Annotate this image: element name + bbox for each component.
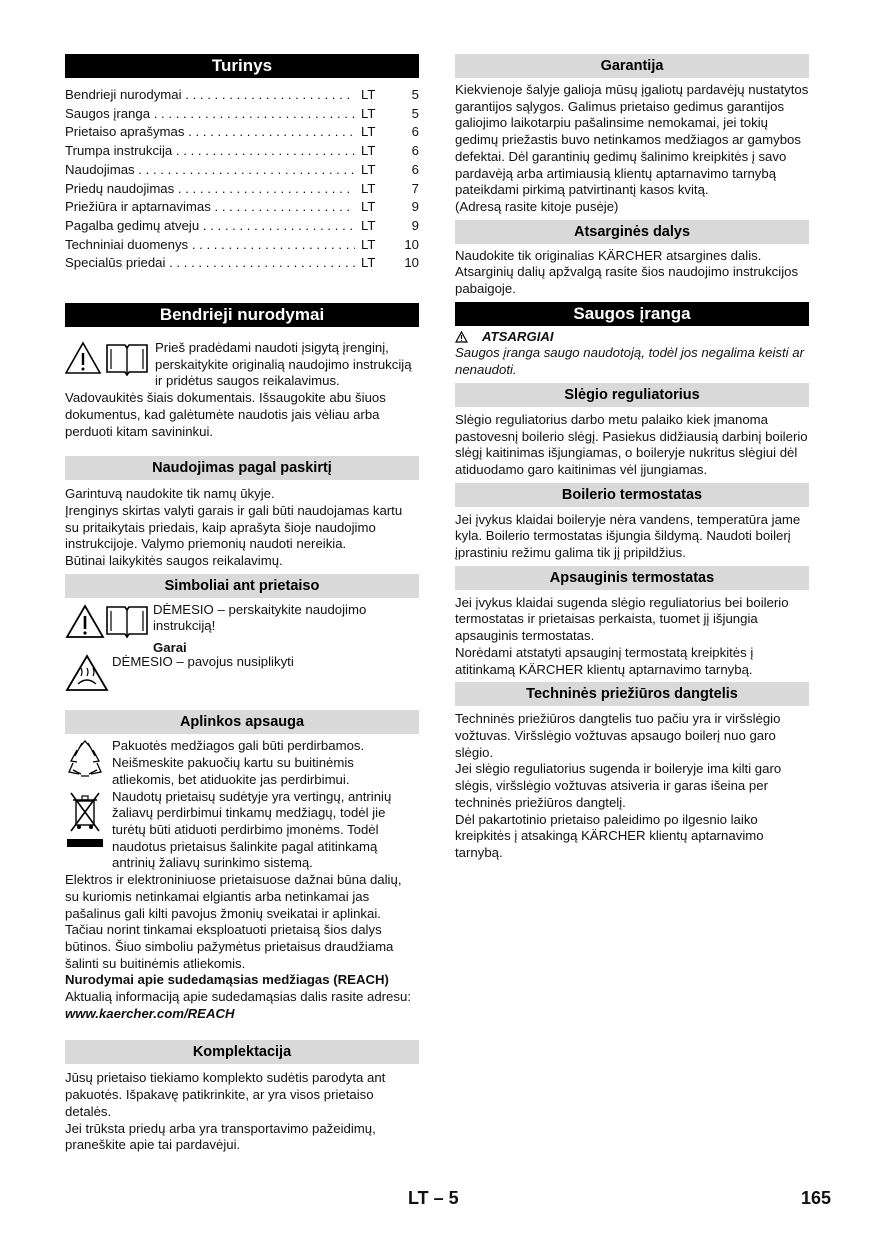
warning-manual-icon	[65, 602, 153, 640]
general-text: Prieš pradėdami naudoti įsigytą įrenginį, perskaitykite originalią naudojimo instrukciją ir pridėtus saugos reikalavimus. Vadovaukitės šiais dokumentais. Išsaugokite abu šiuos dokumentus, kad galėtumėte naudotis jais vėliau arba perduoti kitam savininkui.	[65, 340, 412, 439]
toc-row[interactable]: Specialūs priedai . . . LT 10	[65, 254, 419, 273]
environment-heading: Aplinkos apsauga	[65, 710, 419, 734]
reach-text: Aktualią informaciją apie sudedamąsias dalis rasite adresu:	[65, 989, 411, 1005]
warning-manual-icon	[65, 340, 151, 376]
toc-row[interactable]: Priežiūra ir aptarnavimas . . . LT 9	[65, 198, 419, 217]
intended-use-heading: Naudojimas pagal paskirtį	[65, 456, 419, 480]
symbols-section	[65, 602, 419, 693]
safety-thermostat-p1: Jei įvykus klaidai sugenda slėgio reguliatorius bei boilerio termostatas ir prietaisas perkaista, tuomet jį išjungia apsauginis termostatas.	[455, 594, 789, 644]
caution-text: Saugos įranga saugo naudotoją, todėl jos negalima keisti ar nenaudoti.	[455, 345, 804, 378]
spare-parts-p1: Naudokite tik originalias KÄRCHER atsargines dalis.	[455, 247, 762, 263]
safety-thermostat-heading: Apsauginis termostatas	[455, 566, 809, 590]
spare-parts-p2: Atsarginių dalių apžvalgą rasite šios naudojimo instrukcijos pabaigoje.	[455, 264, 799, 297]
safety-heading: Saugos įranga	[455, 302, 809, 326]
spare-parts-section	[455, 248, 809, 298]
pressure-regulator-text: Slėgio reguliatorius darbo metu palaiko kiek įmanoma pastovesnį boilerio slėgį. Pasiekus didžiausią darbinį boilerio slėgį kaitinimas išjungiamas, o boileryje nukritus slėgiui dėl atiduodamo garo kaitinimas vėl įjungiamas.	[455, 411, 808, 477]
pressure-regulator-section	[455, 412, 809, 479]
boiler-thermostat-text: Jei įvykus klaidai boileryje nėra vandens, temperatūra jame kyla. Boilerio termostatas išjungia šildymą. Naudoti boilerį įprastiniu režimu galima tik jį pripildžius.	[455, 511, 801, 561]
toc-heading: Turinys	[65, 54, 419, 78]
left-column	[65, 54, 419, 1154]
right-column	[455, 54, 809, 862]
footer-page-number: 165	[801, 1188, 832, 1208]
steam-label: Garai	[153, 639, 187, 655]
environment-section	[65, 738, 419, 1022]
spare-parts-heading: Atsarginės dalys	[455, 220, 809, 244]
environment-p1: Pakuotės medžiagos gali būti perdirbamos. Neišmeskite pakuočių kartu su buitinėmis atliekomis, bet atiduokite jas perdirbimui.	[112, 738, 365, 787]
scope-heading: Komplektacija	[65, 1040, 419, 1064]
service-cap-p3: Dėl pakartotinio prietaiso paleidimo po ilgesnio laiko kreipkitės į atsakingą KÄRCHER klientų aptarnavimo tarnybą.	[455, 811, 764, 860]
scope-p2: Jei trūksta priedų arba yra transportavimo pažeidimų, praneškite apie tai pardavėjui.	[65, 1120, 376, 1153]
service-cap-p2: Jei slėgio reguliatorius sugenda ir boileryje ima kilti garo slėgis, viršslėgio vožtuvas atsiveria ir garas išeina per techninės priežiūros dangtelį.	[455, 761, 782, 810]
toc-row[interactable]: Bendrieji nurodymai . . . LT 5	[65, 86, 419, 105]
scope-p1: Jūsų prietaiso tiekiamo komplekto sudėtis parodyta ant pakuotės. Išpakavę patikrinkite, ar yra visos prietaiso detalės.	[65, 1070, 386, 1119]
scope-section	[65, 1070, 419, 1154]
toc-row[interactable]: Trumpa instrukcija . . . LT 6	[65, 142, 419, 161]
toc-row[interactable]: Prietaiso aprašymas . . . LT 6	[65, 123, 419, 142]
safety-thermostat-section	[455, 595, 809, 679]
boiler-thermostat-heading: Boilerio termostatas	[455, 483, 809, 507]
caution-label: ATSARGIAI	[482, 328, 554, 344]
reach-url[interactable]: www.kaercher.com/REACH	[65, 1005, 235, 1021]
table-of-contents	[65, 86, 419, 273]
warranty-address: (Adresą rasite kitoje pusėje)	[455, 198, 619, 214]
intended-use-p3: Būtinai laikykitės saugos reikalavimų.	[65, 553, 283, 569]
caution-label-row	[455, 329, 809, 346]
environment-p3: Elektros ir elektroniniuose prietaisuose dažnai būna dalių, su kuriomis netinkamai elgiantis arba netinkamai jas pašalinus gali kilti pavojus žmonių sveikatai ir aplinkai. Tačiau norint tinkamai eksploatuoti prietaisą šios dalys būtinos. Šiuo simboliu pažymėtus prietaisus draudžiama šalinti su buitinėmis atliekomis.	[65, 872, 402, 971]
symbol-steam-text: DĖMESIO – pavojus nusiplikyti	[112, 654, 294, 670]
intended-use-p1: Garintuvą naudokite tik namų ūkyje.	[65, 486, 275, 502]
warranty-section	[455, 82, 809, 216]
service-cap-p1: Techninės priežiūros dangtelis tuo pačiu yra ir viršslėgio vožtuvas. Viršslėgio vožtuvas apsaugo boilerį nuo garo slėgio.	[455, 711, 781, 760]
general-heading: Bendrieji nurodymai	[65, 303, 419, 327]
environment-p2: Naudotų prietaisų sudėtyje yra vertingų, antrinių žaliavų perdirbimui tinkamų medžiagų, todėl jie turėtų būti atiduoti perdirbimo įmonėms. Todėl naudotus prietaisus šalinkite pagal atitinkamą antrinių žaliavų surinkimo sistemą.	[112, 788, 392, 871]
toc-row[interactable]: Pagalba gedimų atveju . . . LT 9	[65, 217, 419, 236]
hot-steam-warning-icon	[65, 654, 112, 692]
boiler-thermostat-section	[455, 512, 809, 562]
safety-section	[455, 329, 809, 379]
symbols-heading: Simboliai ant prietaiso	[65, 574, 419, 598]
warranty-heading: Garantija	[455, 54, 809, 78]
recycling-icon	[65, 738, 112, 780]
symbol-manual-text: DĖMESIO – perskaitykite naudojimo instrukciją!	[153, 601, 367, 634]
general-section	[65, 340, 419, 440]
service-cap-section	[455, 711, 809, 861]
caution-icon	[455, 331, 468, 343]
toc-row[interactable]: Techniniai duomenys . . . LT 10	[65, 236, 419, 255]
intended-use-section	[65, 486, 419, 570]
pressure-regulator-heading: Slėgio reguliatorius	[455, 383, 809, 407]
toc-row[interactable]: Naudojimas . . . LT 6	[65, 161, 419, 180]
footer-section-label: LT – 5	[408, 1188, 459, 1208]
service-cap-heading: Techninės priežiūros dangtelis	[455, 682, 809, 706]
toc-row[interactable]: Saugos įranga . . . LT 5	[65, 105, 419, 124]
safety-thermostat-p2: Norėdami atstatyti apsauginį termostatą kreipkitės į atitinkamą KÄRCHER klientų aptarnavimo tarnybą.	[455, 644, 754, 677]
toc-row[interactable]: Priedų naudojimas . . . LT 7	[65, 180, 419, 199]
intended-use-p2: Įrenginys skirtas valyti garais ir gali būti naudojamas kartu su pritaikytais priedais, kaip aprašyta šioje naudojimo instrukcijoje. Valymo priemonių naudoti nereikia.	[65, 502, 403, 552]
crossed-bin-icon	[65, 789, 112, 849]
reach-title: Nurodymai apie sudedamąsias medžiagas (REACH)	[65, 972, 389, 988]
warranty-text: Kiekvienoje šalyje galioja mūsų įgaliotų pardavėjų nustatytos garantijos sąlygos. Galimus prietaiso gedimus garantijos galiojimo laikotarpiu pašalinsime nemokamai, jei tokių gedimų priežastis buvo netinkamos medžiagos ar gamybos defektai. Dėl garantinių gedimų šalinimo kreipkitės į savo pardavėją arba artimiausią klientų aptarnavimo tarnybą pateikdami pirkimą patvirtinantį kasos kvitą.	[455, 82, 809, 198]
